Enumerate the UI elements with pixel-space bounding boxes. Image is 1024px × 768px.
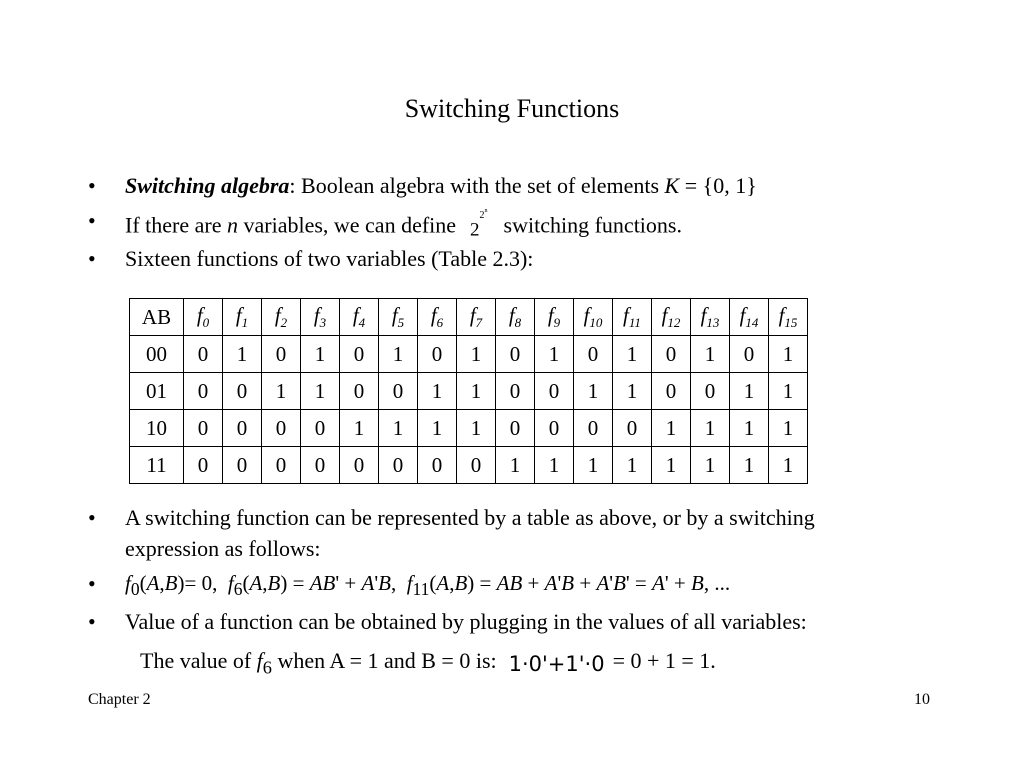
table-cell: 1 [535,336,574,373]
table-cell: 0 [340,373,379,410]
function-header: $f_7$ [457,299,496,336]
bullet-marker: • [88,173,96,198]
table-cell: 0 [457,447,496,484]
table-row [130,336,808,373]
function-header: $f_1$ [223,299,262,336]
row-label: 00 [130,336,184,373]
bullet-text: Switching algebra: Boolean algebra with the set of elements K = {0, 1} [125,173,757,198]
table-cell: 1 [769,373,808,410]
bullet-representation-continued: expression as follows: [125,536,321,561]
power-expression: $2^{2^n}$ [470,208,488,241]
table-cell: 0 [262,447,301,484]
table-cell: 0 [262,336,301,373]
table-cell: 0 [184,336,223,373]
table-cell: 0 [535,410,574,447]
table-cell: 0 [496,336,535,373]
table-cell: 1 [301,336,340,373]
table-cell: 0 [301,410,340,447]
table-cell: 0 [223,447,262,484]
table-cell: 1 [730,410,769,447]
bullet-text: Sixteen functions of two variables (Table 2.3): [125,246,534,271]
table-cell: 0 [262,410,301,447]
function-header: $f_{15}$ [769,299,808,336]
slide-title: Switching Functions [404,94,620,123]
bullet-text: Value of a function can be obtained by plugging in the values of all variables: [125,609,807,634]
table-cell: 0 [301,447,340,484]
table-row [130,373,808,410]
row-label: 01 [130,373,184,410]
table-cell: 0 [574,410,613,447]
table-cell: 1 [613,336,652,373]
calculation: 1·0'+1'·0 [508,652,605,676]
bullet-marker: • [88,571,96,596]
table-cell: 1 [379,410,418,447]
table-cell: 1 [262,373,301,410]
row-label: 10 [130,410,184,447]
function-header: $f_6$ [418,299,457,336]
function-header: $f_2$ [262,299,301,336]
bullet-text: If there are n variables, we can define $2^{2^n}switching$ functions. [125,205,682,243]
term-switching-algebra: Switching algebra [125,173,290,198]
table-cell: 1 [769,447,808,484]
function-header: $f_5$ [379,299,418,336]
function-header: $f_9$ [535,299,574,336]
table-cell: 1 [457,373,496,410]
table-cell: 1 [691,447,730,484]
table-cell: 0 [223,410,262,447]
table-cell: 1 [574,373,613,410]
function-header: $f_{10}$ [574,299,613,336]
table-cell: 1 [223,336,262,373]
switching-expressions: $f_0(A,B)= 0$, $f_6(A,B) = AB' + A'B$, $f_{11}(A,B)$ = AB + A'B + A'B' = A' + B, ... [125,571,731,600]
table-cell: 1 [340,410,379,447]
table-row [130,410,808,447]
table-header-row [130,299,808,336]
table-cell: 0 [574,336,613,373]
table-cell: 1 [574,447,613,484]
table-cell: 0 [379,373,418,410]
table-cell: 0 [418,447,457,484]
table-cell: 0 [613,410,652,447]
table-cell: 1 [652,410,691,447]
table-cell: 1 [652,447,691,484]
table-cell: 0 [730,336,769,373]
table-cell: 1 [418,410,457,447]
table-cell: 0 [652,336,691,373]
table-cell: 0 [184,373,223,410]
table-cell: 0 [223,373,262,410]
bullet-marker: • [88,246,96,271]
table-cell: 1 [379,336,418,373]
bullet-marker: • [88,505,96,530]
example-line: The value of $f_6$ when A = 1 and B = 0 is: 1·0'+1'·0 = 0 + 1 = 1. [140,648,716,678]
table-cell: 1 [691,336,730,373]
table-cell: 0 [340,447,379,484]
function-header: $f_{12}$ [652,299,691,336]
table-cell: 1 [457,336,496,373]
table-cell: 0 [184,447,223,484]
row-label: 11 [130,447,184,484]
table-cell: 1 [301,373,340,410]
table-cell: 0 [691,373,730,410]
function-header: $f_8$ [496,299,535,336]
table-cell: 1 [613,373,652,410]
var-k: K [664,173,680,198]
table-cell: 1 [730,373,769,410]
table-cell: 1 [418,373,457,410]
table-cell: 0 [535,373,574,410]
function-header: $f_{11}$ [613,299,652,336]
table-cell: 0 [496,373,535,410]
table-cell: 0 [379,447,418,484]
table-cell: 1 [730,447,769,484]
bullet-marker: • [88,609,96,634]
footer-chapter: Chapter 2 [88,691,151,708]
table-cell: 1 [535,447,574,484]
table-cell: 0 [652,373,691,410]
table-cell: 1 [613,447,652,484]
table-cell: 0 [418,336,457,373]
table-cell: 0 [340,336,379,373]
table-corner: AB [130,299,184,336]
table-cell: 0 [496,410,535,447]
table-cell: 1 [457,410,496,447]
function-header: $f_0$ [184,299,223,336]
table-cell: 0 [184,410,223,447]
function-header: $f_4$ [340,299,379,336]
bullet-marker: • [88,208,96,233]
table-cell: 1 [691,410,730,447]
table-cell: 1 [769,410,808,447]
page-number: 10 [914,691,930,708]
var-n: n [226,212,238,238]
table-cell: 1 [496,447,535,484]
function-header: $f_{13}$ [691,299,730,336]
function-header: $f_{14}$ [730,299,769,336]
bullet-text: A switching function can be represented by a table as above, or by a switching [125,505,815,530]
table-cell: 1 [769,336,808,373]
table-row [130,447,808,484]
function-header: $f_3$ [301,299,340,336]
truth-table [129,298,808,484]
